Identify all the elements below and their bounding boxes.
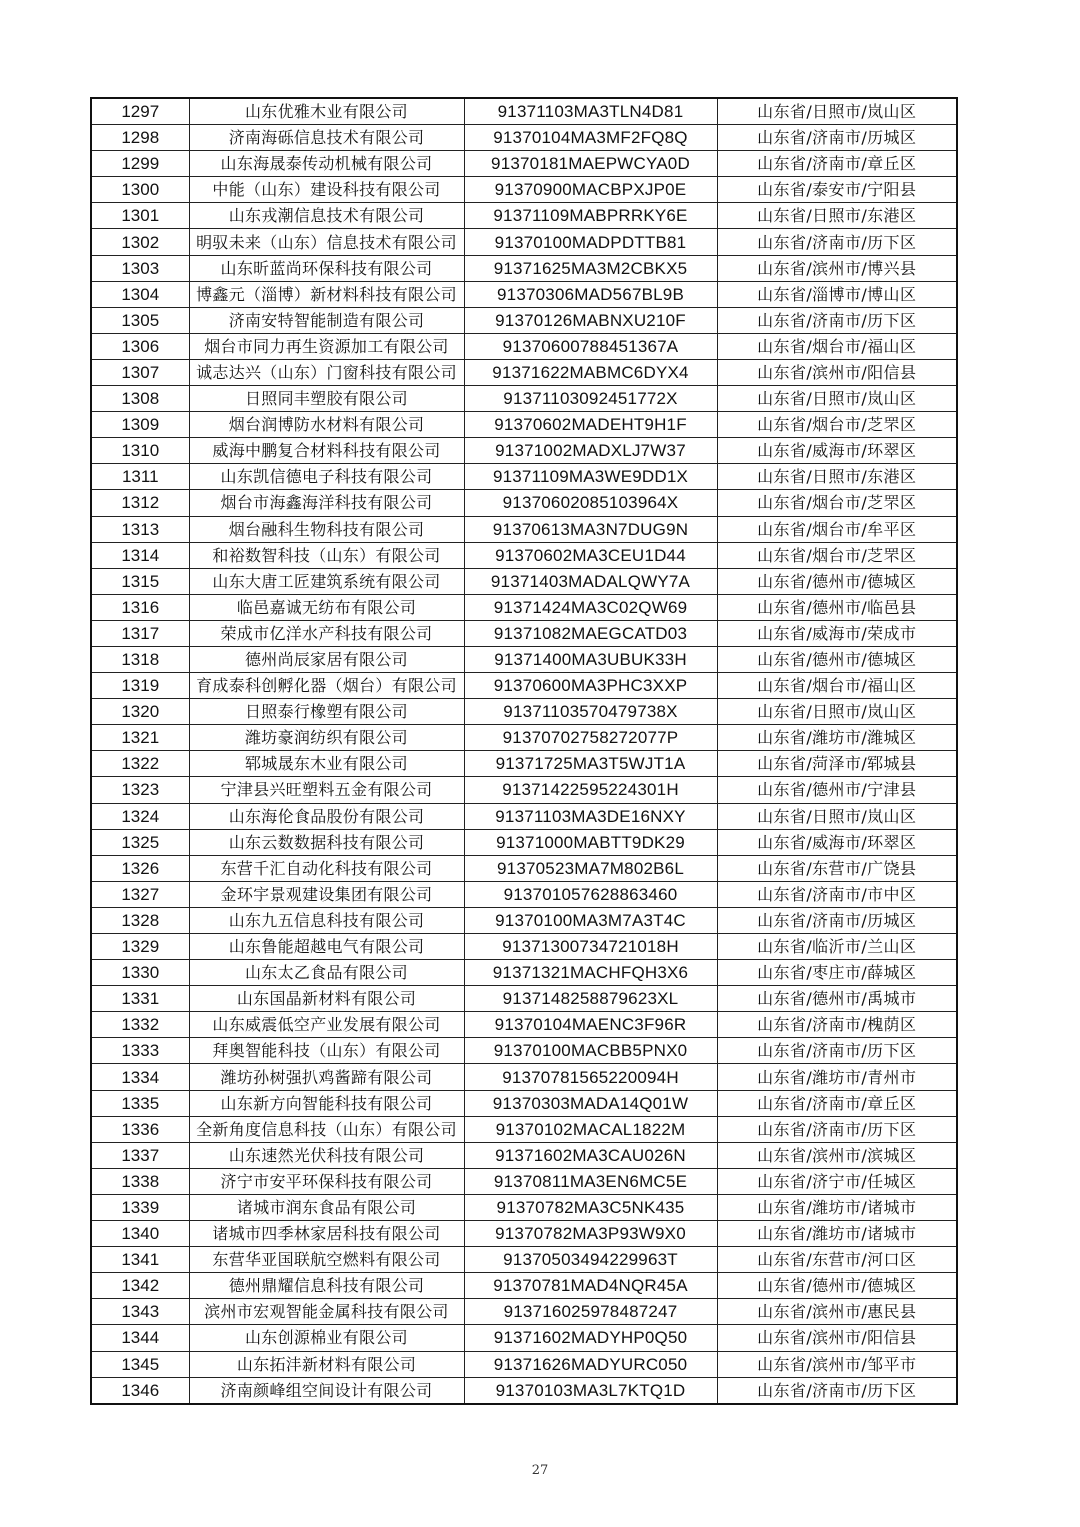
credit-code-cell: 91371109MABPRRKY6E <box>464 203 717 229</box>
row-number-cell: 1345 <box>91 1351 189 1377</box>
table-row <box>91 1221 957 1247</box>
table-row <box>91 699 957 725</box>
credit-code-cell: 91371000MABTT9DK29 <box>464 829 717 855</box>
region-cell: 山东省/济南市/历下区 <box>717 1038 957 1064</box>
table-row <box>91 725 957 751</box>
table-row <box>91 1168 957 1194</box>
credit-code-cell: 91370782MA3P93W9X0 <box>464 1221 717 1247</box>
table-row <box>91 1038 957 1064</box>
company-name-cell: 日照同丰塑胶有限公司 <box>189 386 464 412</box>
company-name-cell: 济南颜峰组空间设计有限公司 <box>189 1377 464 1404</box>
region-cell: 山东省/滨州市/滨城区 <box>717 1142 957 1168</box>
region-cell: 山东省/济南市/历下区 <box>717 1377 957 1404</box>
row-number-cell: 1340 <box>91 1221 189 1247</box>
region-cell: 山东省/潍坊市/诸城市 <box>717 1221 957 1247</box>
credit-code-cell: 91370702758272077P <box>464 725 717 751</box>
credit-code-cell: 91371725MA3T5WJT1A <box>464 751 717 777</box>
table-row <box>91 229 957 255</box>
region-cell: 山东省/济南市/历下区 <box>717 229 957 255</box>
company-name-cell: 山东海晟泰传动机械有限公司 <box>189 151 464 177</box>
company-name-cell: 山东昕蓝尚环保科技有限公司 <box>189 255 464 281</box>
row-number-cell: 1313 <box>91 516 189 542</box>
credit-code-cell: 91370602MA3CEU1D44 <box>464 542 717 568</box>
row-number-cell: 1322 <box>91 751 189 777</box>
company-name-cell: 日照泰行橡塑有限公司 <box>189 699 464 725</box>
credit-code-cell: 91370781565220094H <box>464 1064 717 1090</box>
credit-code-cell: 91370523MA7M802B6L <box>464 855 717 881</box>
table-row <box>91 751 957 777</box>
credit-code-cell: 91371602MA3CAU026N <box>464 1142 717 1168</box>
row-number-cell: 1297 <box>91 98 189 125</box>
credit-code-cell: 91371400MA3UBUK33H <box>464 646 717 672</box>
row-number-cell: 1306 <box>91 333 189 359</box>
row-number-cell: 1315 <box>91 568 189 594</box>
credit-code-cell: 91371109MA3WE9DD1X <box>464 464 717 490</box>
table-row <box>91 177 957 203</box>
credit-code-cell: 91371002MADXLJ7W37 <box>464 438 717 464</box>
row-number-cell: 1325 <box>91 829 189 855</box>
credit-code-cell: 91370900MACBPXJP0E <box>464 177 717 203</box>
table-row <box>91 855 957 881</box>
credit-code-cell: 91371626MADYURC050 <box>464 1351 717 1377</box>
region-cell: 山东省/东营市/河口区 <box>717 1247 957 1273</box>
table-row <box>91 359 957 385</box>
credit-code-cell: 91371321MACHFQH3X6 <box>464 960 717 986</box>
region-cell: 山东省/烟台市/芝罘区 <box>717 490 957 516</box>
region-cell: 山东省/日照市/岚山区 <box>717 386 957 412</box>
company-name-cell: 和裕数智科技（山东）有限公司 <box>189 542 464 568</box>
region-cell: 山东省/德州市/宁津县 <box>717 777 957 803</box>
row-number-cell: 1310 <box>91 438 189 464</box>
table-row <box>91 386 957 412</box>
credit-code-cell: 91371103MA3TLN4D81 <box>464 98 717 125</box>
company-name-cell: 山东国晶新材料有限公司 <box>189 986 464 1012</box>
row-number-cell: 1337 <box>91 1142 189 1168</box>
company-name-cell: 山东拓沣新材料有限公司 <box>189 1351 464 1377</box>
row-number-cell: 1311 <box>91 464 189 490</box>
table-row <box>91 646 957 672</box>
table-row <box>91 1325 957 1351</box>
region-cell: 山东省/德州市/德城区 <box>717 568 957 594</box>
credit-code-cell: 913701057628863460 <box>464 881 717 907</box>
table-row <box>91 1090 957 1116</box>
company-name-cell: 烟台润博防水材料有限公司 <box>189 412 464 438</box>
region-cell: 山东省/泰安市/宁阳县 <box>717 177 957 203</box>
row-number-cell: 1324 <box>91 803 189 829</box>
region-cell: 山东省/威海市/环翠区 <box>717 438 957 464</box>
region-cell: 山东省/烟台市/福山区 <box>717 673 957 699</box>
credit-code-cell: 91370503494229963T <box>464 1247 717 1273</box>
credit-code-cell: 91371082MAEGCATD03 <box>464 620 717 646</box>
row-number-cell: 1320 <box>91 699 189 725</box>
row-number-cell: 1332 <box>91 1012 189 1038</box>
company-name-cell: 烟台融科生物科技有限公司 <box>189 516 464 542</box>
credit-code-cell: 91370100MA3M7A3T4C <box>464 907 717 933</box>
table-row <box>91 516 957 542</box>
table-row <box>91 125 957 151</box>
company-name-cell: 金环宇景观建设集团有限公司 <box>189 881 464 907</box>
credit-code-cell: 91370100MACBB5PNX0 <box>464 1038 717 1064</box>
row-number-cell: 1318 <box>91 646 189 672</box>
credit-code-cell: 91371602597848724​7 <box>464 1299 717 1325</box>
region-cell: 山东省/济南市/章丘区 <box>717 1090 957 1116</box>
company-name-cell: 山东凯信德电子科技有限公司 <box>189 464 464 490</box>
table-row <box>91 1194 957 1220</box>
region-cell: 山东省/济宁市/任城区 <box>717 1168 957 1194</box>
row-number-cell: 1335 <box>91 1090 189 1116</box>
table-row <box>91 777 957 803</box>
company-name-cell: 拜奥智能科技（山东）有限公司 <box>189 1038 464 1064</box>
region-cell: 山东省/济南市/历城区 <box>717 125 957 151</box>
company-name-cell: 郓城晟东木业有限公司 <box>189 751 464 777</box>
credit-code-cell: 91371103MA3DE16NXY <box>464 803 717 829</box>
page-number: 27 <box>531 1463 549 1478</box>
region-cell: 山东省/德州市/临邑县 <box>717 594 957 620</box>
company-name-cell: 诸城市润东食品有限公司 <box>189 1194 464 1220</box>
region-cell: 山东省/济南市/市中区 <box>717 881 957 907</box>
region-cell: 山东省/东营市/广饶县 <box>717 855 957 881</box>
table-row <box>91 881 957 907</box>
region-cell: 山东省/烟台市/福山区 <box>717 333 957 359</box>
region-cell: 山东省/临沂市/兰山区 <box>717 934 957 960</box>
table-row <box>91 490 957 516</box>
table-row <box>91 203 957 229</box>
company-name-cell: 东营千汇自动化科技有限公司 <box>189 855 464 881</box>
credit-code-cell: 91370181MAEPWCYA0D <box>464 151 717 177</box>
table-row <box>91 1142 957 1168</box>
region-cell: 山东省/烟台市/牟平区 <box>717 516 957 542</box>
credit-code-cell: 9137060078845136​7A <box>464 333 717 359</box>
region-cell: 山东省/日照市/岚山区 <box>717 803 957 829</box>
credit-code-cell: 91371424MA3C02QW69 <box>464 594 717 620</box>
table-row <box>91 98 957 125</box>
row-number-cell: 1341 <box>91 1247 189 1273</box>
row-number-cell: 1331 <box>91 986 189 1012</box>
region-cell: 山东省/滨州市/邹平市 <box>717 1351 957 1377</box>
table-row <box>91 907 957 933</box>
row-number-cell: 1338 <box>91 1168 189 1194</box>
row-number-cell: 1328 <box>91 907 189 933</box>
region-cell: 山东省/枣庄市/薛城区 <box>717 960 957 986</box>
row-number-cell: 1314 <box>91 542 189 568</box>
table-row <box>91 1377 957 1404</box>
company-name-cell: 诸城市四季林家居科技有限公司 <box>189 1221 464 1247</box>
region-cell: 山东省/滨州市/阳信县 <box>717 1325 957 1351</box>
table-row <box>91 673 957 699</box>
row-number-cell: 1319 <box>91 673 189 699</box>
row-number-cell: 1300 <box>91 177 189 203</box>
region-cell: 山东省/日照市/岚山区 <box>717 98 957 125</box>
table-row <box>91 1012 957 1038</box>
company-name-cell: 烟台市同力再生资源加工有限公司 <box>189 333 464 359</box>
table-row <box>91 1116 957 1142</box>
credit-code-cell: 91370102MACAL1822M <box>464 1116 717 1142</box>
region-cell: 山东省/德州市/德城区 <box>717 646 957 672</box>
table-row <box>91 620 957 646</box>
credit-code-cell: 91371422595224301H <box>464 777 717 803</box>
row-number-cell: 1334 <box>91 1064 189 1090</box>
company-name-cell: 全新角度信息科技（山东）有限公司 <box>189 1116 464 1142</box>
credit-code-cell: 9137148258879623XL <box>464 986 717 1012</box>
company-name-cell: 诚志达兴（山东）门窗科技有限公司 <box>189 359 464 385</box>
company-name-cell: 威海中鹏复合材料科技有限公司 <box>189 438 464 464</box>
credit-code-cell: 91370104MAENC3F96R <box>464 1012 717 1038</box>
row-number-cell: 1312 <box>91 490 189 516</box>
company-name-cell: 济南海砾信息技术有限公司 <box>189 125 464 151</box>
table-row <box>91 542 957 568</box>
credit-code-cell: 91370303MADA14Q01W <box>464 1090 717 1116</box>
row-number-cell: 1316 <box>91 594 189 620</box>
credit-code-cell: 91370602085103964X <box>464 490 717 516</box>
region-cell: 山东省/滨州市/博兴县 <box>717 255 957 281</box>
company-name-cell: 德州鼎耀信息科技有限公司 <box>189 1273 464 1299</box>
company-name-cell: 烟台市海鑫海洋科技有限公司 <box>189 490 464 516</box>
row-number-cell: 1342 <box>91 1273 189 1299</box>
company-name-cell: 临邑嘉诚无纺布有限公司 <box>189 594 464 620</box>
region-cell: 山东省/淄博市/博山区 <box>717 281 957 307</box>
region-cell: 山东省/滨州市/阳信县 <box>717 359 957 385</box>
table-row <box>91 255 957 281</box>
row-number-cell: 1309 <box>91 412 189 438</box>
region-cell: 山东省/烟台市/芝罘区 <box>717 542 957 568</box>
company-name-cell: 山东威震低空产业发展有限公司 <box>189 1012 464 1038</box>
row-number-cell: 1346 <box>91 1377 189 1404</box>
company-name-cell: 山东九五信息科技有限公司 <box>189 907 464 933</box>
table-row <box>91 960 957 986</box>
company-name-cell: 育成泰科创孵化器（烟台）有限公司 <box>189 673 464 699</box>
company-name-cell: 潍坊孙树强扒鸡酱蹄有限公司 <box>189 1064 464 1090</box>
row-number-cell: 1323 <box>91 777 189 803</box>
company-name-cell: 山东鲁能超越电气有限公司 <box>189 934 464 960</box>
table-body <box>91 98 957 1404</box>
table-row <box>91 1299 957 1325</box>
company-name-cell: 济宁市安平环保科技有限公司 <box>189 1168 464 1194</box>
row-number-cell: 1336 <box>91 1116 189 1142</box>
table-row <box>91 412 957 438</box>
table-row <box>91 333 957 359</box>
region-cell: 山东省/滨州市/惠民县 <box>717 1299 957 1325</box>
credit-code-cell: 91371602MADYHP0Q50 <box>464 1325 717 1351</box>
row-number-cell: 1307 <box>91 359 189 385</box>
table-row <box>91 307 957 333</box>
company-name-cell: 山东云数数据科技有限公司 <box>189 829 464 855</box>
company-name-cell: 宁津县兴旺塑料五金有限公司 <box>189 777 464 803</box>
region-cell: 山东省/日照市/东港区 <box>717 203 957 229</box>
credit-code-cell: 91370782MA3C5NK435 <box>464 1194 717 1220</box>
company-name-cell: 德州尚辰家居有限公司 <box>189 646 464 672</box>
credit-code-cell: 91370126MABNXU210F <box>464 307 717 333</box>
row-number-cell: 1321 <box>91 725 189 751</box>
region-cell: 山东省/济南市/槐荫区 <box>717 1012 957 1038</box>
credit-code-cell: 91371103570479738X <box>464 699 717 725</box>
region-cell: 山东省/日照市/岚山区 <box>717 699 957 725</box>
row-number-cell: 1303 <box>91 255 189 281</box>
region-cell: 山东省/烟台市/芝罘区 <box>717 412 957 438</box>
table-row <box>91 594 957 620</box>
table-row <box>91 1273 957 1299</box>
company-name-cell: 山东大唐工匠建筑系统有限公司 <box>189 568 464 594</box>
region-cell: 山东省/济南市/章丘区 <box>717 151 957 177</box>
table-row <box>91 568 957 594</box>
region-cell: 山东省/潍坊市/潍城区 <box>717 725 957 751</box>
region-cell: 山东省/德州市/禹城市 <box>717 986 957 1012</box>
company-name-cell: 明驭未来（山东）信息技术有限公司 <box>189 229 464 255</box>
credit-code-cell: 91370104MA3MF2FQ8Q <box>464 125 717 151</box>
table-row <box>91 1247 957 1273</box>
credit-code-cell: 91370103MA3L7KTQ1D <box>464 1377 717 1404</box>
company-name-cell: 济南安特智能制造有限公司 <box>189 307 464 333</box>
company-name-cell: 滨州市宏观智能金属科技有限公司 <box>189 1299 464 1325</box>
credit-code-cell: 91371103092451772X <box>464 386 717 412</box>
credit-code-cell: 91370600MA3PHC3XXP <box>464 673 717 699</box>
row-number-cell: 1304 <box>91 281 189 307</box>
region-cell: 山东省/威海市/环翠区 <box>717 829 957 855</box>
company-name-cell: 山东海伦食品股份有限公司 <box>189 803 464 829</box>
table-row <box>91 438 957 464</box>
company-name-cell: 山东优雅木业有限公司 <box>189 98 464 125</box>
company-name-cell: 山东新方向智能科技有限公司 <box>189 1090 464 1116</box>
company-name-cell: 山东创源棉业有限公司 <box>189 1325 464 1351</box>
company-name-cell: 荣成市亿洋水产科技有限公司 <box>189 620 464 646</box>
region-cell: 山东省/潍坊市/青州市 <box>717 1064 957 1090</box>
row-number-cell: 1299 <box>91 151 189 177</box>
region-cell: 山东省/济南市/历城区 <box>717 907 957 933</box>
row-number-cell: 1302 <box>91 229 189 255</box>
row-number-cell: 1308 <box>91 386 189 412</box>
company-name-cell: 山东太乙食品有限公司 <box>189 960 464 986</box>
row-number-cell: 1301 <box>91 203 189 229</box>
credit-code-cell: 91371403MADALQWY7A <box>464 568 717 594</box>
credit-code-cell: 91371300734721018H <box>464 934 717 960</box>
region-cell: 山东省/日照市/东港区 <box>717 464 957 490</box>
table-row <box>91 281 957 307</box>
credit-code-cell: 91370613MA3N7DUG9N <box>464 516 717 542</box>
credit-code-cell: 91370811MA3EN6MC5E <box>464 1168 717 1194</box>
credit-code-cell: 91371625MA3M2CBKX5 <box>464 255 717 281</box>
table-row <box>91 464 957 490</box>
company-name-cell: 山东戎潮信息技术有限公司 <box>189 203 464 229</box>
row-number-cell: 1317 <box>91 620 189 646</box>
table-row <box>91 934 957 960</box>
row-number-cell: 1330 <box>91 960 189 986</box>
table-row <box>91 1064 957 1090</box>
region-cell: 山东省/德州市/德城区 <box>717 1273 957 1299</box>
table-row <box>91 803 957 829</box>
credit-code-cell: 91370306MAD567BL9B <box>464 281 717 307</box>
region-cell: 山东省/菏泽市/郓城县 <box>717 751 957 777</box>
company-name-cell: 博鑫元（淄博）新材料科技有限公司 <box>189 281 464 307</box>
row-number-cell: 1333 <box>91 1038 189 1064</box>
region-cell: 山东省/威海市/荣成市 <box>717 620 957 646</box>
row-number-cell: 1298 <box>91 125 189 151</box>
credit-code-cell: 91370781MAD4NQR45A <box>464 1273 717 1299</box>
company-name-cell: 潍坊豪润纺织有限公司 <box>189 725 464 751</box>
credit-code-cell: 91371622MABMC6DYX4 <box>464 359 717 385</box>
region-cell: 山东省/济南市/历下区 <box>717 1116 957 1142</box>
row-number-cell: 1327 <box>91 881 189 907</box>
region-cell: 山东省/济南市/历下区 <box>717 307 957 333</box>
credit-code-cell: 91370602MADEHT9H1F <box>464 412 717 438</box>
region-cell: 山东省/潍坊市/诸城市 <box>717 1194 957 1220</box>
row-number-cell: 1329 <box>91 934 189 960</box>
credit-code-cell: 91370100MADPDTTB81 <box>464 229 717 255</box>
table-row <box>91 986 957 1012</box>
company-registry-table <box>90 97 958 1405</box>
row-number-cell: 1305 <box>91 307 189 333</box>
table-row <box>91 1351 957 1377</box>
row-number-cell: 1339 <box>91 1194 189 1220</box>
row-number-cell: 1344 <box>91 1325 189 1351</box>
company-name-cell: 山东速然光伏科技有限公司 <box>189 1142 464 1168</box>
table-row <box>91 151 957 177</box>
company-name-cell: 中能（山东）建设科技有限公司 <box>189 177 464 203</box>
row-number-cell: 1326 <box>91 855 189 881</box>
row-number-cell: 1343 <box>91 1299 189 1325</box>
company-name-cell: 东营华亚国联航空燃料有限公司 <box>189 1247 464 1273</box>
table-row <box>91 829 957 855</box>
